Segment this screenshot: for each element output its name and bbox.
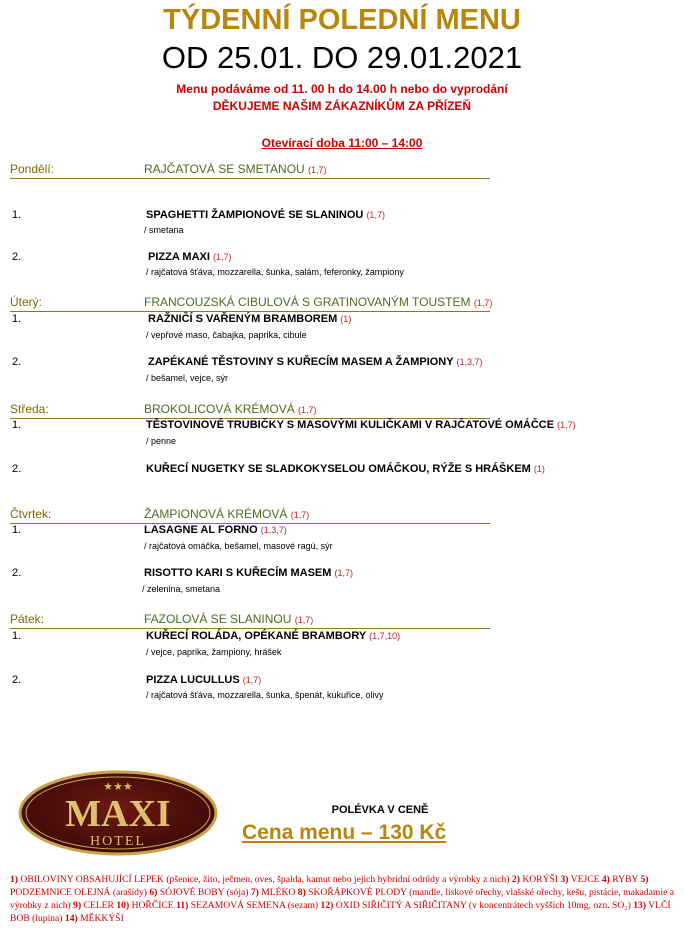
day-row-monday — [10, 162, 490, 179]
thanks-note: DĚKUJEME NAŠIM ZÁKAZNÍKŮM ZA PŘÍZEŇ — [212, 99, 472, 113]
logo-sub: HOTEL — [90, 834, 146, 849]
day-name: Úterý: — [10, 295, 43, 309]
day-soup: FAZOLOVÁ SE SLANINOU (1,7) — [144, 612, 314, 626]
dish-name: KUŘECÍ ROLÁDA, OPÉKANÉ BRAMBORY (1,7,10) — [146, 630, 401, 642]
dish-ingredients: / rajčatová šťáva, mozzarella, šunka, špenát, kukuřice, olivy — [146, 690, 384, 700]
menu-title: TÝDENNÍ POLEDNÍ MENU — [163, 4, 521, 36]
dish-ingredients: / rajčatová šťáva, mozzarella, šunka, salám, feferonky, žampiony — [146, 267, 404, 277]
dish-name: PIZZA LUCULLUS (1,7) — [146, 674, 262, 686]
dish-ingredients: / vejce, paprika, žampiony, hrášek — [146, 647, 282, 657]
day-row-wednesday — [10, 402, 490, 419]
logo-stars: ★★★ — [103, 780, 133, 793]
opening-hours: Otevírací doba 11:00 – 14:00 — [261, 136, 423, 150]
dish-number: 2. — [12, 567, 22, 579]
day-soup: BROKOLICOVÁ KRÉMOVÁ (1,7) — [144, 402, 317, 416]
maxi-hotel-logo — [18, 770, 218, 861]
dish-ingredients: / rajčatová omáčka, bešamel, masové ragú, sýr — [144, 541, 333, 551]
dish-number: 1. — [12, 313, 22, 325]
dish-number: 1. — [12, 524, 22, 536]
day-row-tuesday — [10, 295, 493, 312]
day-row-thursday — [10, 507, 490, 524]
day-name: Středa: — [10, 402, 49, 416]
dish-number: 2. — [12, 463, 22, 475]
dish-ingredients: / penne — [146, 436, 177, 446]
day-name: Pátek: — [10, 612, 45, 626]
day-soup: FRANCOUZSKÁ CIBULOVÁ S GRATINOVANÝM TOUSTEM (1,7) — [144, 295, 493, 309]
dish-name: PIZZA MAXI (1,7) — [148, 251, 232, 263]
dish-ingredients: / vepřové maso, čabajka, paprika, cibule — [146, 330, 307, 340]
dish-ingredients: / bešamel, vejce, sýr — [146, 373, 229, 383]
dish-name: RISOTTO KARI S KUŘECÍM MASEM (1,7) — [144, 567, 353, 579]
dish-name: KUŘECÍ NUGETKY SE SLADKOKYSELOU OMÁČKOU, RÝŽE S HRÁŠKEM (1) — [146, 463, 545, 475]
dish-name: LASAGNE AL FORNO (1,3,7) — [144, 524, 287, 536]
serving-info: Menu podáváme od 11. 00 h do 14.00 h nebo do vyprodání — [176, 82, 508, 96]
day-soup: RAJČATOVÁ SE SMETANOU (1,7) — [144, 162, 327, 176]
dish-ingredients: / zelenina, smetana — [142, 584, 221, 594]
dish-name: ZAPÉKANÉ TĚSTOVINY S KUŘECÍM MASEM A ŽAMPIONY (1,3,7) — [148, 356, 483, 368]
day-name: Čtvrtek: — [10, 507, 52, 521]
dish-name: RAŽNIČÍ S VAŘENÝM BRAMBOREM (1) — [148, 313, 352, 325]
dish-ingredients: / smetana — [144, 225, 184, 235]
dish-name: TĚSTOVINOVÉ TRUBIČKY S MASOVÝMI KULIČKAMI V RAJČATOVÉ OMÁČCE (1,7) — [146, 419, 576, 431]
allergen-legend: 1) OBILOVINY OBSAHUJÍCÍ LEPEK (pšenice, žito, ječmen, oves, špalda, kamut nebo jejich hybridní odrůdy a výrobky z nich) 2) KORÝŠI 3) VEJCE 4) RYBY 5) PODZEMNICE OLEJNÁ (arašídy) 6) SÓJOVÉ BOBY (sója) 7) MLÉKO 8) SKOŘÁPKOVÉ PLODY (mandle, lískové ořechy, vlašské ořechy, kešu, pistácie, makadamie a výrobky z nich) 9) CELER 10) HOŘČICE 11) SEZAMOVÁ SEMENA (sezam) 12) OXID SIŘIČITÝ A SIŘIČITANY (v koncentrátech vyšších 10mg, ozn. SO₂) 13) VLČÍ BOB (lupina) 14) MĚKKÝŠI — [10, 874, 674, 924]
day-row-friday — [10, 612, 490, 629]
dish-number: 1. — [12, 630, 22, 642]
menu-price: Cena menu – 130 Kč — [242, 821, 447, 844]
logo-brand: MAXI — [65, 793, 171, 835]
dish-name: SPAGHETTI ŽAMPIONOVÉ SE SLANINOU (1,7) — [146, 209, 385, 221]
dish-number: 2. — [12, 674, 22, 686]
menu-dates: OD 25.01. DO 29.01.2021 — [161, 40, 523, 75]
dish-number: 1. — [12, 209, 22, 221]
day-soup: ŽAMPIONOVÁ KRÉMOVÁ (1,7) — [144, 507, 310, 521]
dish-number: 2. — [12, 356, 22, 368]
day-name: Pondělí: — [10, 162, 55, 176]
soup-included-note: POLÉVKA V CENĚ — [331, 804, 429, 816]
dish-number: 2. — [12, 251, 22, 263]
dish-number: 1. — [12, 419, 22, 431]
